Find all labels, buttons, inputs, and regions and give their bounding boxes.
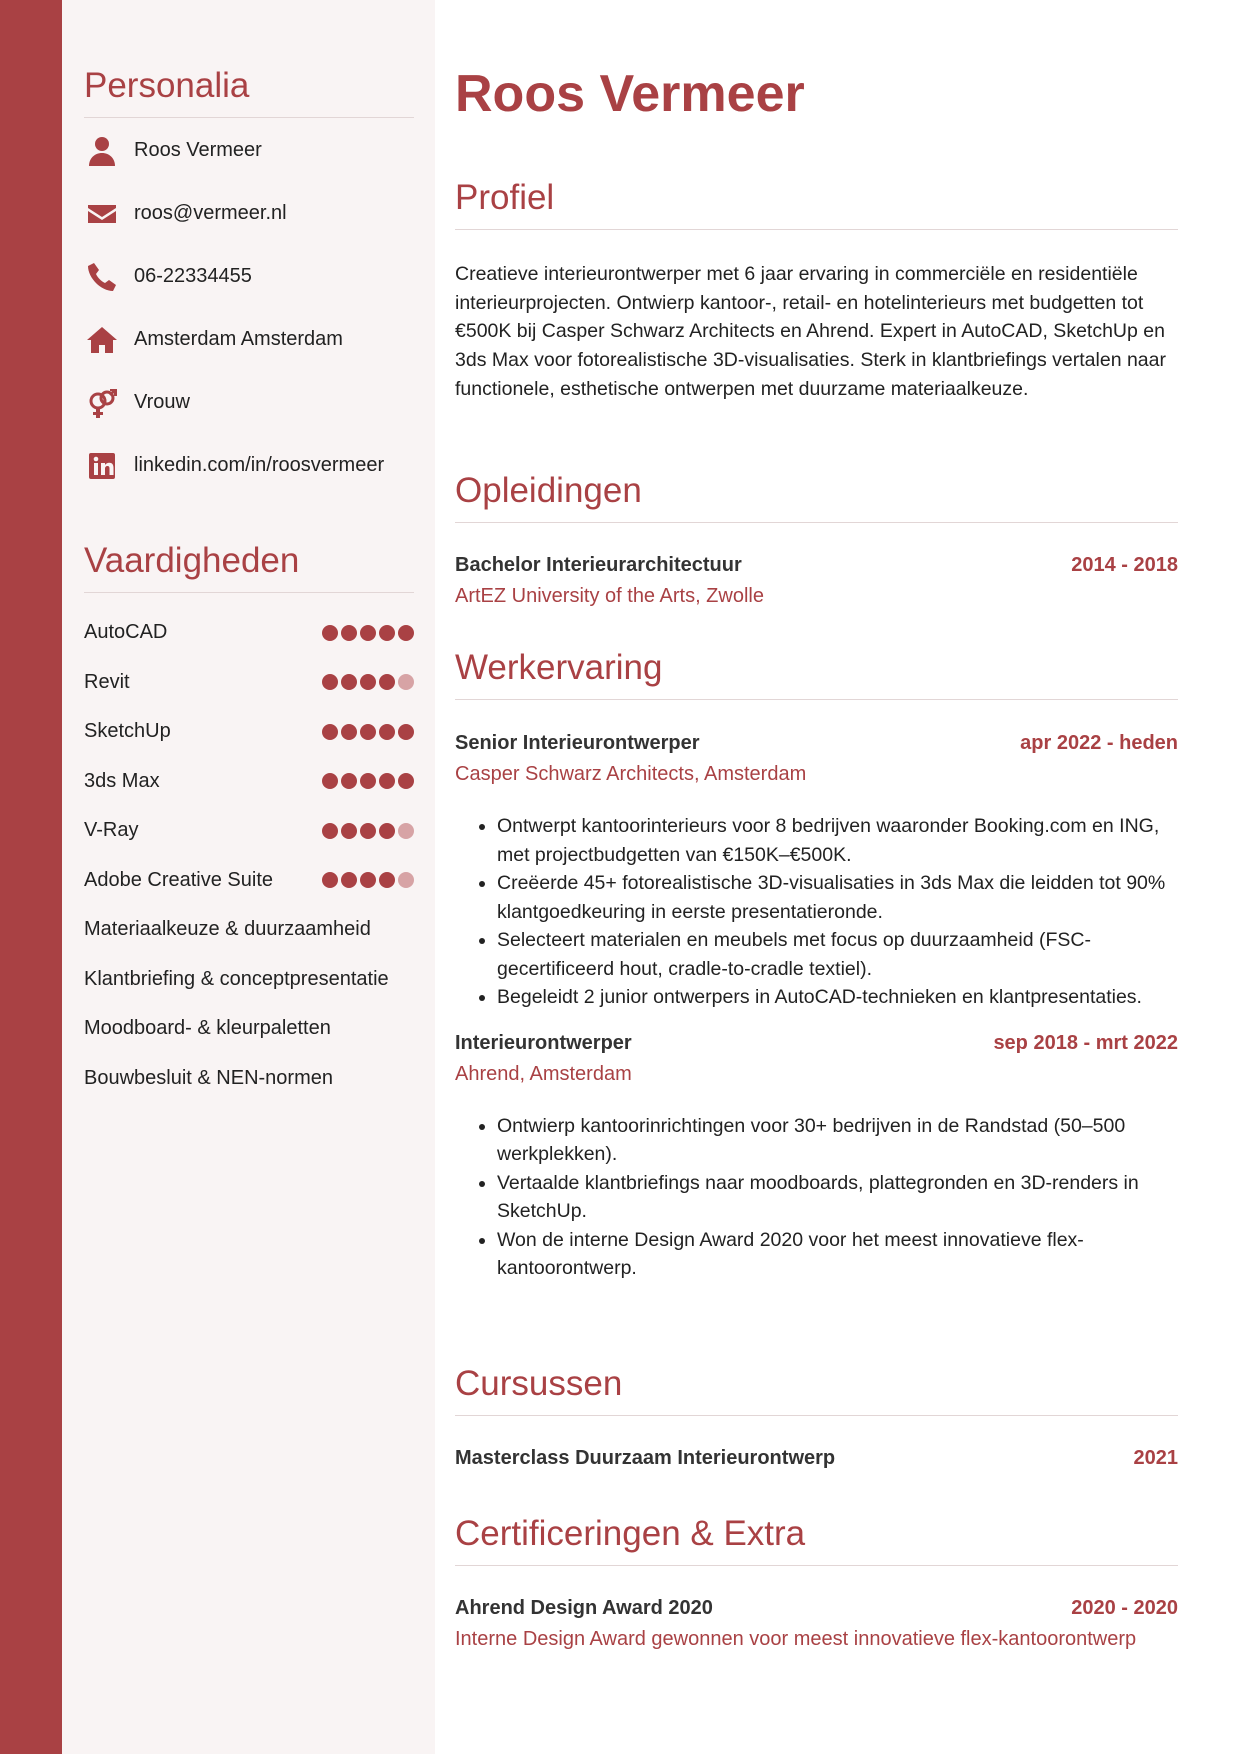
rating-dot bbox=[341, 872, 357, 888]
contact-gender-text: Vrouw bbox=[134, 391, 190, 413]
contact-name-text: Roos Vermeer bbox=[134, 139, 262, 161]
entry-org: Ahrend, Amsterdam bbox=[455, 1062, 632, 1085]
rating-dot bbox=[398, 773, 414, 789]
accent-stripe bbox=[0, 0, 62, 1754]
rating-dot bbox=[322, 773, 338, 789]
rating-dot bbox=[379, 625, 395, 641]
entry-org: Casper Schwarz Architects, Amsterdam bbox=[455, 763, 807, 785]
education-section bbox=[455, 473, 1178, 608]
certs-heading: Certificeringen & Extra bbox=[455, 1516, 1178, 1566]
bullet-item: • Won de interne Design Award 2020 voor het meest innovatieve flex-kantoorontwerp. bbox=[497, 1226, 1178, 1283]
rating-dot bbox=[379, 674, 395, 690]
rating-dot bbox=[360, 625, 376, 641]
entry-bullets bbox=[455, 812, 1178, 1012]
rating-dot bbox=[360, 773, 376, 789]
skill-row bbox=[84, 757, 414, 807]
bullet-item: • Creëerde 45+ fotorealistische 3D-visualisaties in 3ds Max die leidden tot 90% klantgoedkeuring in eerste presentatieronde. bbox=[497, 869, 1178, 926]
phone-icon bbox=[84, 260, 120, 294]
contact-phone-text[interactable]: 06-22334455 bbox=[134, 265, 252, 287]
rating-dot bbox=[341, 625, 357, 641]
rating-dot-empty bbox=[398, 872, 414, 888]
skill-name: Revit bbox=[84, 670, 130, 693]
rating-dot bbox=[360, 724, 376, 740]
entry-org: Interne Design Award gewonnen voor meest innovatieve flex-kantoorontwerp bbox=[455, 1628, 1137, 1650]
contact-name bbox=[84, 119, 414, 182]
experience-entry bbox=[455, 732, 1178, 1012]
skill-row bbox=[84, 905, 414, 955]
experience-entry bbox=[455, 1032, 1178, 1283]
skill-name: Adobe Creative Suite bbox=[84, 868, 274, 891]
skill-rating bbox=[322, 823, 414, 839]
bullet-item: • Ontwerpt kantoorinterieurs voor 8 bedrijven waaronder Booking.com en ING, met projectbudgetten van €150K–€500K. bbox=[497, 812, 1178, 869]
rating-dot bbox=[341, 823, 357, 839]
rating-dot-empty bbox=[398, 674, 414, 690]
gender-icon bbox=[84, 386, 120, 420]
skill-name: SketchUp bbox=[84, 720, 171, 743]
rating-dot bbox=[398, 625, 414, 641]
skill-row bbox=[84, 1054, 414, 1104]
skill-name: Materiaalkeuze & duurzaamheid bbox=[84, 918, 371, 941]
courses-section bbox=[455, 1366, 1178, 1470]
entry-title: Senior Interieurontwerper bbox=[455, 732, 700, 754]
rating-dot bbox=[322, 872, 338, 888]
skills-list bbox=[84, 608, 414, 1103]
rating-dot bbox=[360, 872, 376, 888]
skills-section bbox=[84, 543, 414, 1103]
entry-date: apr 2022 - heden bbox=[1020, 732, 1178, 754]
skill-row bbox=[84, 955, 414, 1005]
skill-name: Bouwbesluit & NEN-normen bbox=[84, 1066, 333, 1089]
entry-header bbox=[455, 1032, 1178, 1055]
entry-date: 2020 - 2020 bbox=[1071, 1597, 1178, 1619]
rating-dot bbox=[379, 823, 395, 839]
rating-dot bbox=[360, 823, 376, 839]
contact-address-text: Amsterdam Amsterdam bbox=[134, 328, 343, 350]
skill-rating bbox=[322, 625, 414, 641]
rating-dot bbox=[341, 674, 357, 690]
certs-section bbox=[455, 1516, 1178, 1651]
entry-bullets bbox=[455, 1112, 1178, 1283]
entry-header bbox=[455, 732, 1178, 755]
entry-org: ArtEZ University of the Arts, Zwolle bbox=[455, 585, 764, 607]
skill-row bbox=[84, 806, 414, 856]
bullet-item: • Ontwierp kantoorinrichtingen voor 30+ bedrijven in de Randstad (50–500 werkplekken). bbox=[497, 1112, 1178, 1169]
entry-date: 2021 bbox=[1133, 1447, 1178, 1469]
entry-header bbox=[455, 554, 1178, 577]
contact-linkedin[interactable] bbox=[84, 434, 414, 497]
contact-linkedin-text[interactable]: linkedin.com/in/roosvermeer bbox=[134, 454, 385, 476]
rating-dot bbox=[341, 773, 357, 789]
contact-email[interactable] bbox=[84, 182, 414, 245]
entry-title: Ahrend Design Award 2020 bbox=[455, 1597, 713, 1619]
course-entry bbox=[455, 1447, 1178, 1470]
sidebar bbox=[62, 0, 435, 1754]
skills-heading: Vaardigheden bbox=[84, 543, 414, 593]
skill-row bbox=[84, 856, 414, 906]
contact-email-text[interactable]: roos@vermeer.nl bbox=[134, 202, 287, 224]
entry-title: Interieurontwerper bbox=[455, 1031, 632, 1054]
contact-address bbox=[84, 308, 414, 371]
entry-title: Masterclass Duurzaam Interieurontwerp bbox=[455, 1447, 836, 1469]
person-icon bbox=[84, 134, 120, 168]
cert-entry bbox=[455, 1597, 1178, 1651]
home-icon bbox=[84, 323, 120, 357]
personalia-section bbox=[84, 68, 414, 497]
skill-rating bbox=[322, 724, 414, 740]
rating-dot-empty bbox=[398, 823, 414, 839]
entry-date: 2014 - 2018 bbox=[1071, 554, 1178, 576]
skill-row bbox=[84, 658, 414, 708]
education-entry bbox=[455, 554, 1178, 608]
profile-text: Creatieve interieurontwerper met 6 jaar ervaring in commerciële en residentiële interieurprojecten. Ontwierp kantoor-, retail- en hotelinterieurs met budgetten tot €500K bij Casper Schwarz Architects en Ahrend. Expert in AutoCAD, SketchUp en 3ds Max voor fotorealistische 3D-visualisaties. Sterk in klantbriefings vertalen naar functionele, esthetische ontwerpen met duurzame materiaalkeuze. bbox=[455, 263, 1166, 400]
experience-section bbox=[455, 650, 1178, 1283]
rating-dot bbox=[379, 872, 395, 888]
skill-name: V-Ray bbox=[84, 819, 139, 842]
bullet-item: • Vertaalde klantbriefings naar moodboards, plattegronden en 3D-renders in SketchUp. bbox=[497, 1169, 1178, 1226]
courses-heading: Cursussen bbox=[455, 1366, 1178, 1416]
rating-dot bbox=[322, 823, 338, 839]
profile-heading: Profiel bbox=[455, 180, 1178, 230]
experience-heading: Werkervaring bbox=[455, 650, 1178, 700]
contact-gender bbox=[84, 371, 414, 434]
skill-name: Klantbriefing & conceptpresentatie bbox=[84, 967, 389, 990]
entry-header bbox=[455, 1597, 1178, 1620]
rating-dot bbox=[360, 674, 376, 690]
bullet-item: • Selecteert materialen en meubels met focus op duurzaamheid (FSC-gecertificeerd hout, cradle-to-cradle textiel). bbox=[497, 926, 1178, 983]
envelope-icon bbox=[84, 197, 120, 231]
skill-rating bbox=[322, 773, 414, 789]
linkedin-icon bbox=[84, 449, 120, 483]
entry-date: sep 2018 - mrt 2022 bbox=[993, 1031, 1178, 1054]
education-heading: Opleidingen bbox=[455, 473, 1178, 523]
profile-section bbox=[455, 180, 1178, 404]
bullet-item: • Begeleidt 2 junior ontwerpers in AutoCAD-technieken en klantpresentaties. bbox=[497, 983, 1178, 1012]
rating-dot bbox=[398, 724, 414, 740]
rating-dot bbox=[322, 724, 338, 740]
rating-dot bbox=[322, 625, 338, 641]
skill-name: Moodboard- & kleurpaletten bbox=[84, 1017, 331, 1040]
rating-dot bbox=[379, 773, 395, 789]
contact-list bbox=[84, 118, 414, 497]
rating-dot bbox=[322, 674, 338, 690]
contact-phone[interactable] bbox=[84, 245, 414, 308]
skill-rating bbox=[322, 872, 414, 888]
skill-row bbox=[84, 608, 414, 658]
skill-rating bbox=[322, 674, 414, 690]
skill-row bbox=[84, 707, 414, 757]
rating-dot bbox=[341, 724, 357, 740]
personalia-heading: Personalia bbox=[84, 68, 414, 118]
skill-row bbox=[84, 1004, 414, 1054]
entry-title: Bachelor Interieurarchitectuur bbox=[455, 554, 742, 576]
skill-name: AutoCAD bbox=[84, 621, 168, 644]
entry-header bbox=[455, 1447, 1178, 1470]
skill-name: 3ds Max bbox=[84, 769, 160, 792]
rating-dot bbox=[379, 724, 395, 740]
candidate-name: Roos Vermeer bbox=[455, 65, 805, 123]
